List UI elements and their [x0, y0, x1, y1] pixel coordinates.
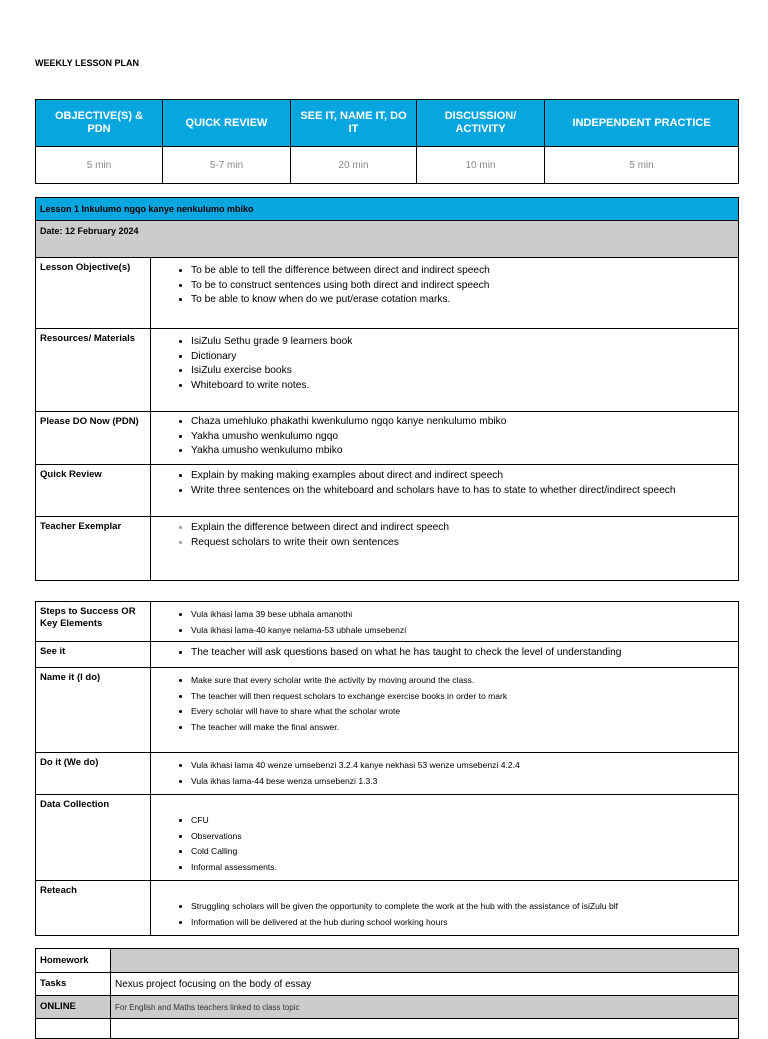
row-label: Steps to Success OR Key Elements — [36, 602, 151, 642]
row-label: Reteach — [36, 881, 151, 936]
list-item: • Cold Calling — [191, 844, 738, 860]
list-item: • The teacher will then request scholars to exchange exercise books in order to mark — [191, 689, 738, 705]
list-item: • Vula ikhas lama-44 bese wenza umsebenzi 1.3.3 — [191, 774, 738, 790]
schedule-header: QUICK REVIEW — [163, 100, 291, 147]
list-item: • Request scholars to write their own sentences — [191, 536, 738, 551]
lesson-table — [35, 197, 739, 581]
schedule-time: 10 min — [417, 147, 545, 184]
list-item: • To be able to know when do we put/erase cotation marks. — [191, 293, 738, 308]
schedule-header: DISCUSSION/ ACTIVITY — [417, 100, 545, 147]
row-label: Teacher Exemplar — [36, 517, 151, 581]
row-content — [151, 465, 739, 517]
list-item: • Every scholar will have to share what the scholar wrote — [191, 704, 738, 720]
list-item: • Vula ikhasi lama 39 bese ubhala amanothi — [191, 607, 738, 623]
row-content — [151, 602, 739, 642]
list-item: • Vula ikhasi lama 40 wenze umsebenzi 3.2.4 kanye nekhasi 53 wenze umsebenzi 4.2.4 — [191, 758, 738, 774]
schedule-header: INDEPENDENT PRACTICE — [545, 100, 739, 147]
homework-header-fill — [111, 949, 739, 973]
schedule-time: 5-7 min — [163, 147, 291, 184]
list-item: • Explain by making making examples about direct and indirect speech — [191, 469, 738, 484]
steps-table — [35, 601, 739, 936]
row-content — [151, 329, 739, 412]
list-item: • IsiZulu exercise books — [191, 364, 738, 379]
row-content — [151, 881, 739, 936]
schedule-table — [35, 99, 739, 184]
row-label: See it — [36, 642, 151, 668]
schedule-time: 20 min — [291, 147, 417, 184]
list-item: • The teacher will make the final answer. — [191, 720, 738, 736]
lesson-title: Lesson 1 Inkulumo ngqo kanye nenkulumo mbiko — [36, 198, 739, 221]
row-label: Data Collection — [36, 795, 151, 881]
tasks-value: Nexus project focusing on the body of essay — [111, 973, 739, 996]
list-item: • Information will be delivered at the hub during school working hours — [191, 915, 738, 931]
row-label: Name it (I do) — [36, 668, 151, 753]
lesson-date: Date: 12 February 2024 — [36, 221, 739, 258]
schedule-time: 5 min — [545, 147, 739, 184]
empty-cell — [36, 1019, 111, 1039]
row-content — [151, 412, 739, 465]
list-item: • Dictionary — [191, 350, 738, 365]
row-label: Quick Review — [36, 465, 151, 517]
schedule-header: SEE IT, NAME IT, DO IT — [291, 100, 417, 147]
list-item: • Explain the difference between direct and indirect speech — [191, 521, 738, 536]
row-content — [151, 668, 739, 753]
homework-table — [35, 948, 739, 1039]
list-item: • Yakha umusho wenkulumo mbiko — [191, 444, 738, 459]
list-item: • To be to construct sentences using both direct and indirect speech — [191, 279, 738, 294]
list-item: • Chaza umehluko phakathi kwenkulumo ngqo kanye nenkulumo mbiko — [191, 415, 738, 430]
row-content — [151, 517, 739, 581]
list-item: • Write three sentences on the whiteboard and scholars have to has to state to whether direct/indirect speech — [191, 484, 738, 499]
online-value: For English and Maths teachers linked to class topic — [111, 996, 739, 1019]
empty-cell — [111, 1019, 739, 1039]
list-item: • Yakha umusho wenkulumo ngqo — [191, 430, 738, 445]
homework-label: Homework — [36, 949, 111, 973]
schedule-header: OBJECTIVE(S) & PDN — [36, 100, 163, 147]
list-item: • CFU — [191, 813, 738, 829]
row-content — [151, 753, 739, 795]
row-label: Please DO Now (PDN) — [36, 412, 151, 465]
list-item: • Make sure that every scholar write the activity by moving around the class. — [191, 673, 738, 689]
online-label: ONLINE — [36, 996, 111, 1019]
list-item: • Whiteboard to write notes. — [191, 379, 738, 394]
page-title: WEEKLY LESSON PLAN — [35, 58, 140, 68]
row-label: Lesson Objective(s) — [36, 258, 151, 329]
list-item: • IsiZulu Sethu grade 9 learners book — [191, 335, 738, 350]
row-label: Do it (We do) — [36, 753, 151, 795]
list-item: • Informal assessments. — [191, 860, 738, 876]
list-item: • Struggling scholars will be given the opportunity to complete the work at the hub with the assistance of isiZulu blf — [191, 899, 738, 915]
row-content — [151, 642, 739, 668]
list-item: • Observations — [191, 829, 738, 845]
list-item: • To be able to tell the difference between direct and indirect speech — [191, 264, 738, 279]
schedule-time: 5 min — [36, 147, 163, 184]
row-content — [151, 795, 739, 881]
row-label: Resources/ Materials — [36, 329, 151, 412]
list-item: • The teacher will ask questions based on what he has taught to check the level of understanding — [191, 646, 738, 661]
row-content — [151, 258, 739, 329]
tasks-label: Tasks — [36, 973, 111, 996]
list-item: • Vula ikhasi lama-40 kanye nelama-53 ubhale umsebenzi — [191, 623, 738, 639]
